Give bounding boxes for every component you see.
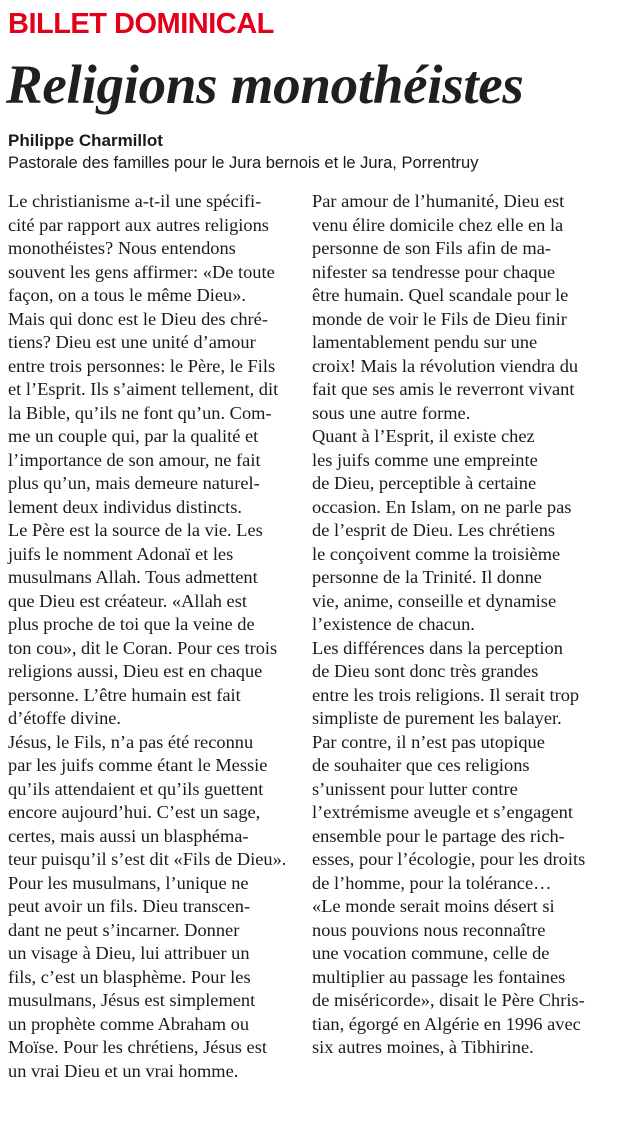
text-line: un vrai Dieu et un vrai homme. xyxy=(8,1060,239,1081)
text-line: souvent les gens affirmer: «De toute xyxy=(8,261,275,282)
text-line: entre trois personnes: le Père, le Fils xyxy=(8,355,276,376)
text-line: lamentablement pendu sur une xyxy=(312,332,538,352)
section-rubric: BILLET DOMINICAL xyxy=(8,8,274,40)
author-affiliation: Pastorale des familles pour le Jura bernois et le Jura, Porrentruy xyxy=(8,154,479,172)
body-column-right xyxy=(312,190,612,1060)
text-line: tian, égorgé en Algérie en 1996 avec xyxy=(312,1013,581,1034)
text-line: ensemble pour le partage des rich- xyxy=(312,825,565,846)
text-line: façon, on a tous le même Dieu». xyxy=(8,285,246,305)
text-line: de Dieu, perceptible à certaine xyxy=(312,473,537,493)
text-line: entre les trois religions. Il serait trop xyxy=(312,684,580,705)
text-line: venu élire domicile chez elle en la xyxy=(312,214,564,235)
text-line: d’étoffe divine. xyxy=(8,708,122,728)
text-line: plus proche de toi que la veine de xyxy=(8,614,255,634)
text-line: plus qu’un, mais demeure naturel- xyxy=(8,473,260,493)
text-line: occasion. En Islam, on ne parle pas xyxy=(312,496,572,517)
body-column-left xyxy=(8,190,298,1083)
text-line: de l’homme, pour la tolérance… xyxy=(312,872,552,893)
text-line: teur puisqu’il s’est dit «Fils de Dieu». xyxy=(8,849,287,869)
text-line: la Bible, qu’ils ne font qu’un. Com- xyxy=(8,402,272,423)
author-name: Philippe Charmillot xyxy=(8,131,163,150)
text-line: esses, pour l’écologie, pour les droits xyxy=(312,849,586,869)
text-line: musulmans, Jésus est simplement xyxy=(8,990,256,1010)
text-line: monde de voir le Fils de Dieu finir xyxy=(312,308,567,329)
text-line: Quant à l’Esprit, il existe chez xyxy=(312,426,535,446)
text-line: de miséricorde», disait le Père Chris- xyxy=(312,990,585,1010)
text-line: «Le monde serait moins désert si xyxy=(312,896,555,916)
text-line: vie, anime, conseille et dynamise xyxy=(312,590,557,611)
text-line: Par amour de l’humanité, Dieu est xyxy=(312,191,565,211)
text-line: par les juifs comme étant le Messie xyxy=(8,755,268,775)
text-line: ton cou», dit le Coran. Pour ces trois xyxy=(8,637,278,658)
text-line: Pour les musulmans, l’unique ne xyxy=(8,872,249,893)
text-line: fils, c’est un blasphème. Pour les xyxy=(8,966,251,987)
text-line: tiens? Dieu est une unité d’amour xyxy=(8,332,256,352)
text-line: un prophète comme Abraham ou xyxy=(8,1013,250,1034)
text-line: et l’Esprit. Ils s’aiment tellement, dit xyxy=(8,379,279,399)
text-line: nifester sa tendresse pour chaque xyxy=(312,261,556,282)
text-line: Mais qui donc est le Dieu des chré- xyxy=(8,308,268,329)
text-line: encore aujourd’hui. C’est un sage, xyxy=(8,802,261,822)
text-line: religions aussi, Dieu est en chaque xyxy=(8,661,263,681)
text-line: un visage à Dieu, lui attribuer un xyxy=(8,943,250,963)
text-line: multiplier au passage les fontaines xyxy=(312,966,566,987)
text-line: sous une autre forme. xyxy=(312,402,471,423)
text-line: certes, mais aussi un blasphéma- xyxy=(8,825,249,846)
text-line: cité par rapport aux autres religions xyxy=(8,214,269,235)
text-line: être humain. Quel scandale pour le xyxy=(312,285,569,305)
text-line: le conçoivent comme la troisième xyxy=(312,543,561,564)
text-line: croix! Mais la révolution viendra du xyxy=(312,355,579,376)
text-line: les juifs comme une empreinte xyxy=(312,449,538,470)
text-line: que Dieu est créateur. «Allah est xyxy=(8,590,247,611)
text-line: Jésus, le Fils, n’a pas été reconnu xyxy=(8,731,254,752)
text-line: de Dieu sont donc très grandes xyxy=(312,661,539,681)
article-headline: Religions monothéistes xyxy=(6,54,524,115)
text-line: six autres moines, à Tibhirine. xyxy=(312,1037,534,1057)
text-line: musulmans Allah. Tous admettent xyxy=(8,567,258,587)
text-line: personne de son Fils afin de ma- xyxy=(312,238,552,258)
text-line: me un couple qui, par la qualité et xyxy=(8,426,259,446)
text-line: s’unissent pour lutter contre xyxy=(312,778,518,799)
text-line: personne. L’être humain est fait xyxy=(8,684,241,705)
text-line: simpliste de purement les balayer. xyxy=(312,708,562,728)
text-line: qu’ils attendaient et qu’ils guettent xyxy=(8,778,264,799)
text-line: personne de la Trinité. Il donne xyxy=(312,567,542,587)
text-line: une vocation commune, celle de xyxy=(312,943,550,963)
text-line: peut avoir un fils. Dieu transcen- xyxy=(8,896,251,916)
text-line: lement deux individus distincts. xyxy=(8,496,242,517)
text-line: Le christianisme a-t-il une spécifi- xyxy=(8,191,262,211)
text-line: Les différences dans la perception xyxy=(312,637,563,658)
text-line: l’extrémisme aveugle et s’engagent xyxy=(312,802,573,822)
text-line: l’existence de chacun. xyxy=(312,614,475,634)
text-line: monothéistes? Nous entendons xyxy=(8,238,236,258)
text-line: de l’esprit de Dieu. Les chrétiens xyxy=(312,520,556,540)
text-line: Le Père est la source de la vie. Les xyxy=(8,520,263,540)
text-line: Par contre, il n’est pas utopique xyxy=(312,731,545,752)
text-line: juifs le nomment Adonaï et les xyxy=(8,543,234,564)
text-line: dant ne peut s’incarner. Donner xyxy=(8,919,240,940)
text-line: de souhaiter que ces religions xyxy=(312,755,530,775)
text-line: l’importance de son amour, ne fait xyxy=(8,449,261,470)
text-line: nous pouvions nous reconnaître xyxy=(312,919,546,940)
text-line: fait que ses amis le reverront vivant xyxy=(312,379,575,399)
text-line: Moïse. Pour les chrétiens, Jésus est xyxy=(8,1037,267,1057)
